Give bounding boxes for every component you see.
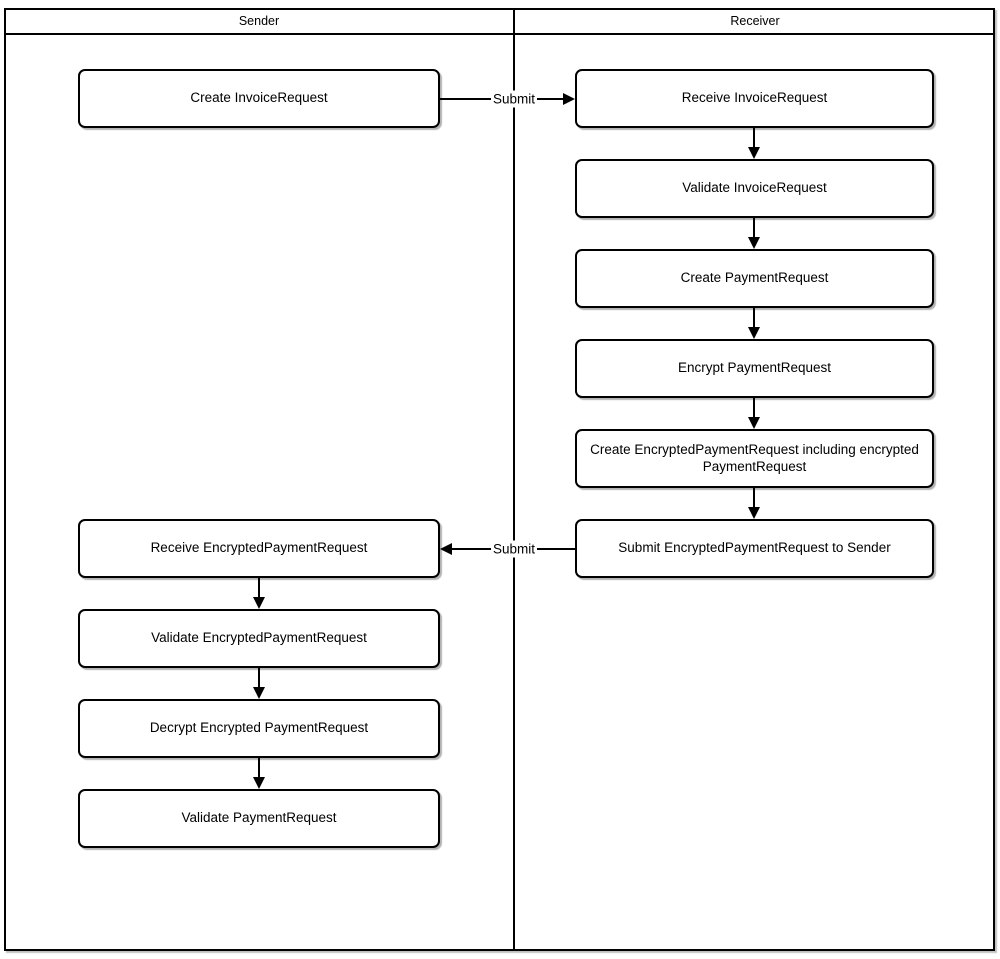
node-validate-paymentrequest: Validate PaymentRequest <box>78 789 440 848</box>
arrowhead-down-icon <box>253 687 265 699</box>
node-encrypt-paymentrequest: Encrypt PaymentRequest <box>575 339 934 398</box>
node-create-encryptedpaymentrequest: Create EncryptedPaymentRequest including encrypted PaymentRequest <box>575 429 934 488</box>
node-decrypt-encrypted-paymentrequest: Decrypt Encrypted PaymentRequest <box>78 699 440 758</box>
lane-title-sender: Sender <box>238 14 280 28</box>
edge-sender-flow-3-line <box>258 758 260 777</box>
edge-receiver-flow-1-line <box>753 128 755 147</box>
edge-label-submit-bottom: Submit <box>492 541 536 557</box>
arrowhead-down-icon <box>748 327 760 339</box>
arrowhead-down-icon <box>748 237 760 249</box>
arrowhead-right-icon <box>563 93 575 105</box>
arrowhead-down-icon <box>253 597 265 609</box>
node-create-invoicerequest: Create InvoiceRequest <box>78 69 440 128</box>
arrowhead-down-icon <box>748 147 760 159</box>
arrowhead-down-icon <box>748 507 760 519</box>
arrowhead-down-icon <box>748 417 760 429</box>
node-create-paymentrequest: Create PaymentRequest <box>575 249 934 308</box>
edge-label-submit-top: Submit <box>492 91 536 107</box>
edge-sender-flow-1-line <box>258 578 260 597</box>
node-receive-encryptedpaymentrequest: Receive EncryptedPaymentRequest <box>78 519 440 578</box>
lane-header-rule <box>4 33 995 35</box>
lane-divider <box>513 8 515 951</box>
edge-receiver-flow-4-line <box>753 398 755 417</box>
node-submit-encryptedpaymentrequest: Submit EncryptedPaymentRequest to Sender <box>575 519 934 578</box>
node-validate-encryptedpaymentrequest: Validate EncryptedPaymentRequest <box>78 609 440 668</box>
arrowhead-down-icon <box>253 777 265 789</box>
edge-receiver-flow-3-line <box>753 308 755 327</box>
edge-sender-flow-2-line <box>258 668 260 687</box>
edge-receiver-flow-5-line <box>753 488 755 507</box>
node-validate-invoicerequest: Validate InvoiceRequest <box>575 159 934 218</box>
lane-title-receiver: Receiver <box>730 14 780 28</box>
arrowhead-left-icon <box>440 543 452 555</box>
edge-receiver-flow-2-line <box>753 218 755 237</box>
node-receive-invoicerequest: Receive InvoiceRequest <box>575 69 934 128</box>
